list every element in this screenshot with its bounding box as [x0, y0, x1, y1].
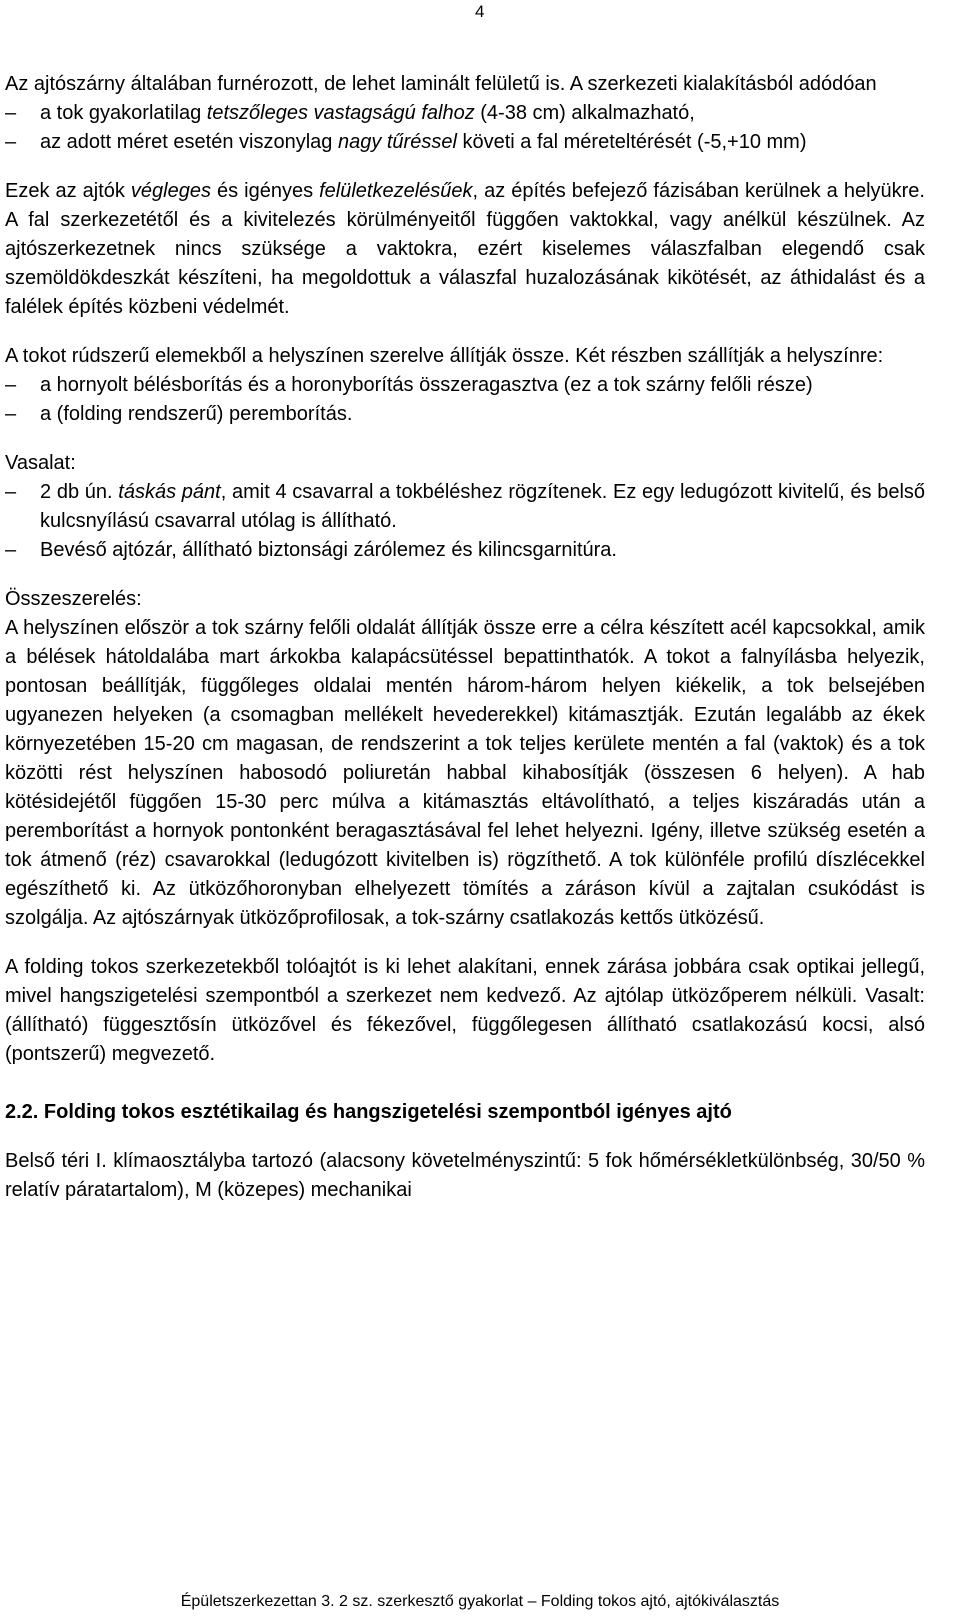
list-item — [5, 371, 925, 400]
emphasis: nagy tűréssel — [337, 131, 457, 153]
section-title: Folding tokos esztétikailag és hangszigetelési szempontból igényes ajtó — [43, 1101, 732, 1123]
list-item-text: a (folding rendszerű) peremborítás. — [40, 403, 353, 425]
text-span: , az építés befejező fázisában kerülnek a helyükre. A fal szerkezetétől és a kivitelezés körülményeitől függően vaktokkal, vagy anélkül készülnek. Az ajtószerkezetnek nincs szüksége a vaktokra, ezért kiselemes válaszfalban elegendő csak szemöldökdeszkát készíteni, ha megoldottuk a válaszfal huzalozásának kikötését, az áthidalást és a falélek építés közbeni védelmét. — [5, 180, 925, 318]
text-span: a tok gyakorlatilag — [40, 102, 207, 124]
dash-bullet: – — [5, 102, 17, 124]
dash-bullet: – — [5, 481, 17, 503]
page-number: 4 — [475, 2, 485, 21]
page-footer: Épületszerkezettan 3. 2 sz. szerkesztő gyakorlat – Folding tokos ajtó, ajtókiválasztás — [180, 1593, 780, 1610]
dash-bullet: – — [5, 403, 17, 425]
dash-bullet: – — [5, 374, 17, 396]
section-number: 2.2. — [5, 1101, 39, 1123]
text-span: 2 db ún. — [40, 481, 119, 503]
assembly-text: A helyszínen először a tok szárny felőli oldalát állítják össze erre a célra készített acél kapcsokkal, amik a bélések hátoldalába mart árkokba kalapácsütéssel bepattinthatók. A tokot a falnyílásba helyezik, pontosan beállítják, függőleges oldalai mentén három-három helyen kiékelik, a tok belsejében ugyanezen helyeken (a csomagban mellékelt hevederekkel) kitámasztják. Ezután legalább az ékek környezetében 15-20 cm magasan, de rendszerint a tok teljes kerülete mentén a fal (vaktok) és a tok közötti rést helyszínen habosodó poliuretán habbal kihabosítják (összesen 6 helyen). A hab kötésidejétől függően 15-30 perc múlva a kitámasztás eltávolítható, a teljes kiszáradás után a peremborítást a hornyok pontonként beragasztásával fel lehet helyezni. Igény, illetve szükség esetén a tok átmenő (réz) csavarokkal (ledugózott kivitelben is) rögzíthető. A tok különféle profilú díszlécekkel egészíthető ki. Az ütközőhoronyban elhelyezett tömítés a záráson kívül a zajtalan csukódást is szolgálja. Az ajtószárnyak ütközőprofilosak, a tok-szárny csatlakozás kettős ütközésű. — [5, 617, 925, 929]
text-span: az adott méret esetén viszonylag — [40, 131, 338, 153]
paragraph-frame: A tokot rúdszerű elemekből a helyszínen szerelve állítják össze. Két részben szállítják a helyszínre: — [5, 345, 884, 367]
list-item-text: Bevéső ajtózár, állítható biztonsági zárólemez és kilincsgarnitúra. — [40, 539, 617, 561]
paragraph-intro: Az ajtószárny általában furnérozott, de lehet laminált felületű is. A szerkezeti kialakításból adódóan — [5, 73, 877, 95]
list-item — [5, 400, 925, 429]
text-span: és igényes — [210, 180, 320, 202]
emphasis: táskás pánt — [118, 481, 221, 503]
text-span: Ezek az ajtók — [5, 180, 131, 202]
emphasis: tetszőleges vastagságú falhoz — [206, 102, 475, 124]
paragraph-folding: A folding tokos szerkezetekből tolóajtót is ki lehet alakítani, ennek zárása jobbára csak optikai jellegű, mivel hangszigetelési szempontból a szerkezet nem kedvező. Az ajtólap ütközőperem nélküli. Vasalt: (állítható) függesztősín ütközővel és fékezővel, függőlegesen állítható csatlakozású kocsi, alsó (pontszerű) megvezető. — [5, 956, 925, 1065]
list-item — [5, 536, 925, 565]
vasalat-title: Vasalat: — [5, 452, 76, 474]
text-span: követi a fal méreteltérését (-5,+10 mm) — [456, 131, 807, 153]
dash-bullet: – — [5, 131, 17, 153]
emphasis: felületkezelésűek — [319, 180, 473, 202]
text-span: , amit 4 csavarral a tokbéléshez rögzítenek. Ez egy ledugózott kivitelű, és belső kulcsnyílású csavarral utólag is állítható. — [40, 481, 926, 532]
emphasis: végleges — [130, 180, 211, 202]
list-item — [5, 478, 925, 536]
dash-bullet: – — [5, 539, 17, 561]
text-span: (4-38 cm) alkalmazható, — [474, 102, 695, 124]
list-item-text: a hornyolt bélésborítás és a horonyborítás összeragasztva (ez a tok szárny felőli része) — [40, 374, 813, 396]
paragraph-last: Belső téri I. klímaosztályba tartozó (alacsony követelményszintű: 5 fok hőmérsékletkülönbség, 30/50 % relatív páratartalom), M (közepes) mechanikai — [5, 1150, 925, 1201]
list-item — [5, 99, 925, 128]
paragraph-doors — [5, 177, 925, 322]
list-item — [5, 128, 925, 157]
document-body — [5, 70, 925, 1205]
assembly-title: Összeszerelés: — [5, 588, 142, 610]
section-heading — [5, 1098, 925, 1127]
